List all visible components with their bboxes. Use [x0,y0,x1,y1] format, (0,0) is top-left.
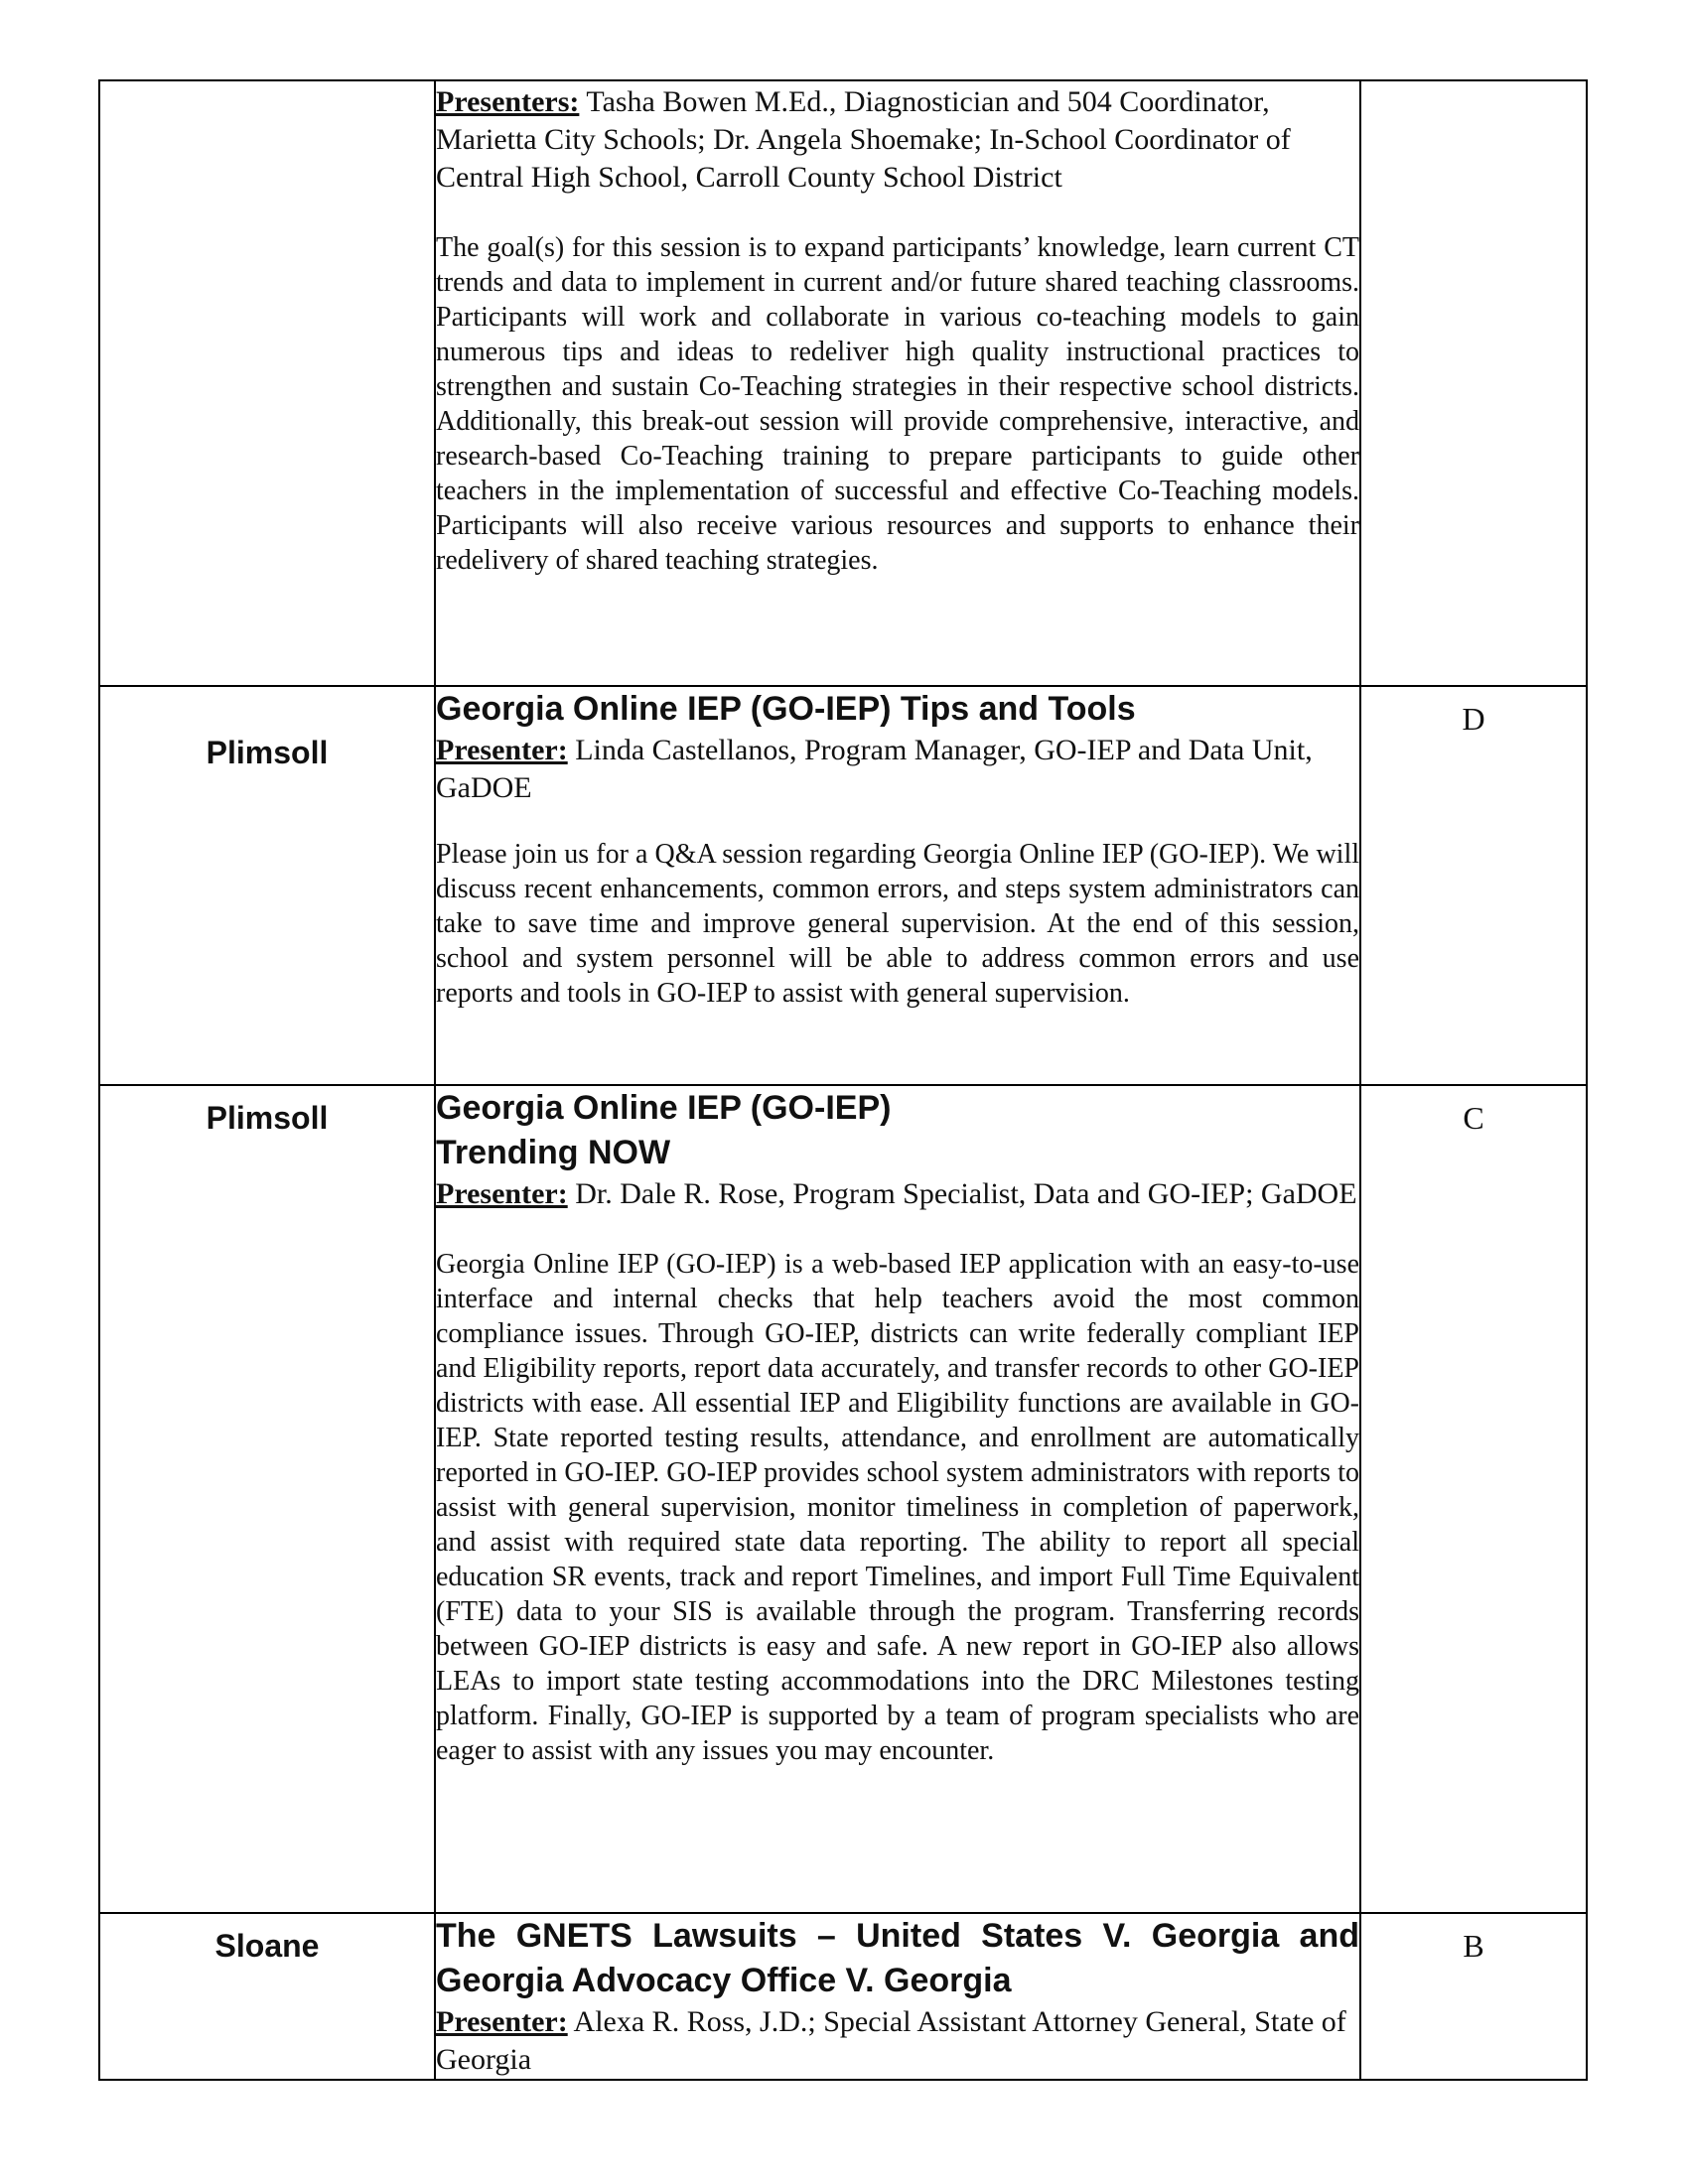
track-letter: C [1463,1100,1484,1136]
presenter-label: Presenter: [436,1177,568,1210]
room-cell [99,686,435,1085]
track-letter: D [1462,701,1485,737]
track-cell [1360,1913,1587,2080]
room-cell [99,1085,435,1913]
presenter-line [436,1175,1359,1213]
presenter-label: Presenters: [436,85,580,118]
presenter-names: Tasha Bowen M.Ed., Diagnostician and 504 Coordinator, Marietta City Schools; Dr. Angela Shoemake; In-School Coordinator of Central High School, Carroll County School District [436,85,1291,194]
presenter-line [436,83,1359,197]
sessions-table [98,79,1588,2081]
session-row [99,686,1587,1085]
presenter-label: Presenter: [436,734,568,766]
session-title: The GNETS Lawsuits – United States V. Georgia and Georgia Advocacy Office V. Georgia [436,1917,1359,1999]
session-description: Georgia Online IEP (GO-IEP) is a web-based IEP application with an easy-to-use interface and internal checks that help teachers avoid the most common compliance issues. Through GO-IEP, districts can write federally compliant IEP and Eligibility reports, report data accurately, and transfer records to other GO-IEP districts with ease. All essential IEP and Eligibility functions are available in GO-IEP. State reported testing results, attendance, and enrollment are automatically reported in GO-IEP. GO-IEP provides school system administrators with reports to assist with general supervision, monitor timeliness in completion of paperwork, and assist with required state data reporting. The ability to report all special education SR events, track and report Timelines, and import Full Time Equivalent (FTE) data to your SIS is available through the program. Transferring records between GO-IEP districts is easy and safe. A new report in GO-IEP also allows LEAs to import state testing accommodations into the DRC Milestones testing platform. Finally, GO-IEP is supported by a team of program specialists who are eager to assist with any issues you may encounter. [436,1249,1359,1766]
presenter-names: Linda Castellanos, Program Manager, GO-IEP and Data Unit, GaDOE [436,734,1313,804]
track-cell [1360,1085,1587,1913]
session-details [435,80,1360,686]
session-title-line-1: Georgia Online IEP (GO-IEP) [436,1089,892,1127]
session-description: Please join us for a Q&A session regarding Georgia Online IEP (GO-IEP). We will discuss recent enhancements, common errors, and steps system administrators can take to save time and improve general supervision. At the end of this session, school and system personnel will be able to address common errors and use reports and tools in GO-IEP to assist with general supervision. [436,839,1359,1009]
room-cell [99,1913,435,2080]
presenter-label: Presenter: [436,2005,568,2038]
presenter-names: Dr. Dale R. Rose, Program Specialist, Data and GO-IEP; GaDOE [567,1177,1357,1210]
session-description: The goal(s) for this session is to expand participants’ knowledge, learn current CT trends and data to implement in current and/or future shared teaching classrooms. Participants will work and collaborate in various co-teaching models to gain numerous tips and ideas to redeliver high quality instructional practices to strengthen and sustain Co-Teaching strategies in their respective school districts. Additionally, this break-out session will provide comprehensive, interactive, and research-based Co-Teaching training to prepare participants to guide other teachers in the implementation of successful and effective Co-Teaching models. Participants will also receive various resources and supports to enhance their redelivery of shared teaching strategies. [436,232,1359,576]
session-row [99,1913,1587,2080]
track-cell [1360,686,1587,1085]
session-row [99,80,1587,686]
room-name: Plimsoll [206,1100,329,1136]
session-details [435,686,1360,1085]
presenter-names: Alexa R. Ross, J.D.; Special Assistant Attorney General, State of Georgia [436,2005,1346,2076]
session-row [99,1085,1587,1913]
track-cell [1360,80,1587,686]
presenter-line [436,732,1359,807]
presenter-line [436,2003,1359,2079]
session-details [435,1085,1360,1913]
room-name: Sloane [214,1928,320,1964]
room-name: Plimsoll [206,735,329,770]
room-cell [99,80,435,686]
session-details [435,1913,1360,2080]
track-letter: B [1463,1928,1484,1964]
session-title-line-2: Trending NOW [436,1134,671,1171]
track-letter [1361,81,1586,95]
session-title: Georgia Online IEP (GO-IEP) Tips and Tools [436,690,1136,728]
